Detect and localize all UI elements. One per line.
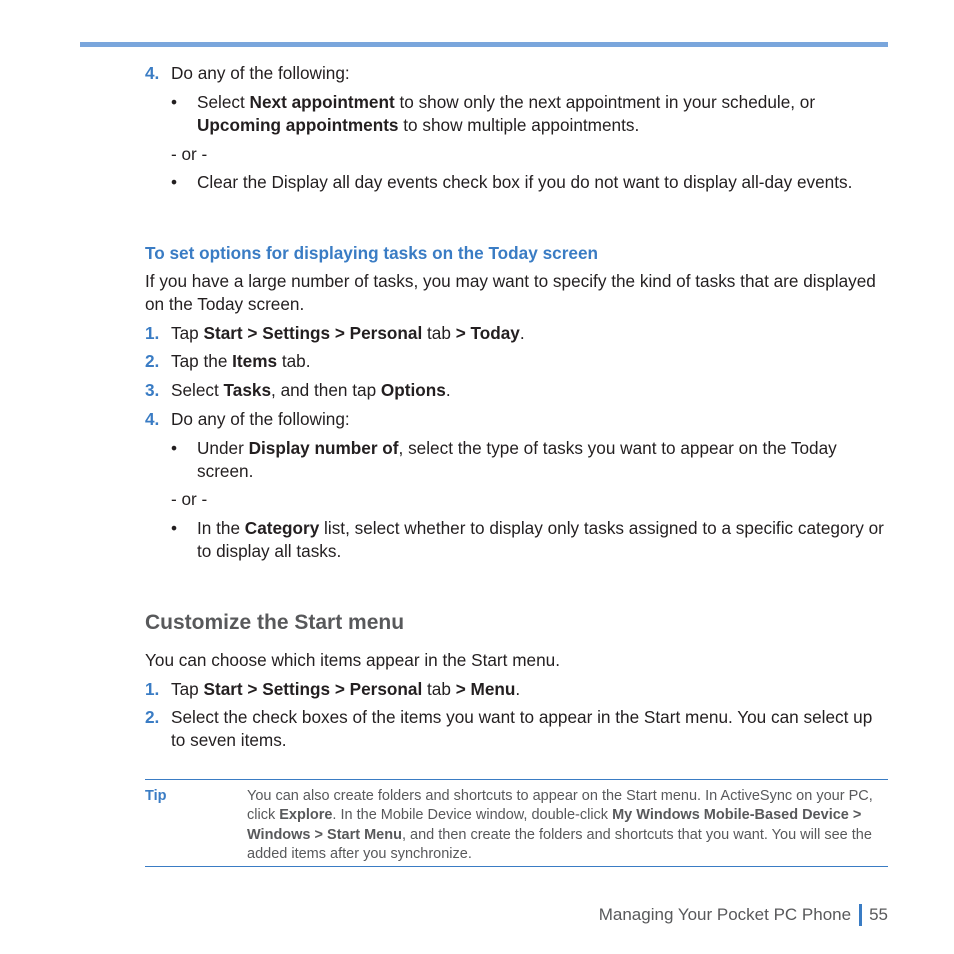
step-text <box>171 678 891 701</box>
tip-text <box>247 787 887 864</box>
tip-label: Tip <box>145 788 167 804</box>
step-number: 2. <box>145 351 160 371</box>
step-text <box>171 350 891 373</box>
tip-bottom-rule <box>145 866 888 867</box>
text-run: , and then tap <box>271 380 381 400</box>
bold-run: Upcoming appointments <box>197 115 399 135</box>
bullet-text <box>197 517 891 563</box>
bold-run: > Today <box>455 323 520 343</box>
step-number: 4. <box>145 63 160 83</box>
bold-run: Explore <box>279 807 333 824</box>
tip-top-rule <box>145 779 888 780</box>
step-number: 4. <box>145 409 160 429</box>
bold-run: Next appointment <box>249 92 395 112</box>
tasks-heading: To set options for displaying tasks on the Today screen <box>145 243 598 263</box>
text-run: Select <box>197 92 250 112</box>
bold-run: Items <box>232 351 278 371</box>
text-run: . In the Mobile Device window, double-click <box>332 807 613 824</box>
bullet-text: Clear the Display all day events check box if you do not want to display all-day events. <box>197 172 853 192</box>
bold-run: My Windows Mobile-Based Device > Windows > Start Menu <box>247 807 862 843</box>
text-run: to show multiple appointments. <box>398 115 640 135</box>
text-run: list, select whether to display only tasks assigned to a specific category or to display all tasks. <box>197 518 884 561</box>
step-text <box>171 322 891 345</box>
text-run: to show only the next appointment in your schedule, or <box>394 92 816 112</box>
text-run: , select the type of tasks you want to appear on the Today screen. <box>197 438 837 481</box>
bold-run: Display number of <box>248 438 399 458</box>
step-text <box>171 379 891 402</box>
text-run: In the <box>197 518 245 538</box>
step-number: 1. <box>145 679 160 699</box>
bold-run: Start > Settings > Personal <box>203 679 423 699</box>
text-run: . <box>515 679 521 699</box>
bullet-glyph: • <box>171 172 178 192</box>
bold-run: Start > Settings > Personal <box>203 323 423 343</box>
text-run: . <box>519 323 525 343</box>
text-run: , and then create the folders and shortcuts that you want. You will see the added items after you synchronize. <box>247 826 872 862</box>
step-number: 1. <box>145 323 160 343</box>
text-run: Select <box>171 380 224 400</box>
bullet-text <box>197 437 891 483</box>
step-number: 3. <box>145 380 160 400</box>
text-run: tab. <box>277 351 311 371</box>
footer-divider <box>859 904 862 926</box>
text-run: tab <box>422 679 456 699</box>
start-menu-intro: You can choose which items appear in the Start menu. <box>145 650 560 670</box>
bullet-glyph: • <box>171 518 178 538</box>
step-text: Do any of the following: <box>171 409 350 429</box>
bullet-glyph: • <box>171 438 178 458</box>
text-run: tab <box>422 323 456 343</box>
chapter-title: Managing Your Pocket PC Phone <box>598 905 852 924</box>
bold-run: > Menu <box>455 679 516 699</box>
or-separator: - or - <box>171 144 208 164</box>
bold-run: Options <box>380 380 446 400</box>
text-run: You can also create folders and shortcuts to appear on the Start menu. In ActiveSync on your PC, click <box>247 788 873 824</box>
header-rule <box>80 42 888 47</box>
text-run: Tap the <box>171 351 233 371</box>
tasks-intro: If you have a large number of tasks, you may want to specify the kind of tasks that are displayed on the Today screen. <box>145 271 876 314</box>
bullet-text <box>197 91 891 137</box>
or-separator: - or - <box>171 489 208 509</box>
step-text: Select the check boxes of the items you want to appear in the Start menu. You can select up to seven items. <box>171 707 873 750</box>
section-title: Customize the Start menu <box>145 611 405 634</box>
bold-run: Tasks <box>223 380 272 400</box>
bullet-glyph: • <box>171 92 178 112</box>
step-number: 2. <box>145 707 160 727</box>
text-run: Tap <box>171 679 204 699</box>
text-run: . <box>445 380 451 400</box>
text-run: Tap <box>171 323 204 343</box>
text-run: Under <box>197 438 249 458</box>
page-number: 55 <box>869 905 888 924</box>
step-text: Do any of the following: <box>171 63 350 83</box>
bold-run: Category <box>244 518 320 538</box>
page-footer <box>599 903 888 927</box>
